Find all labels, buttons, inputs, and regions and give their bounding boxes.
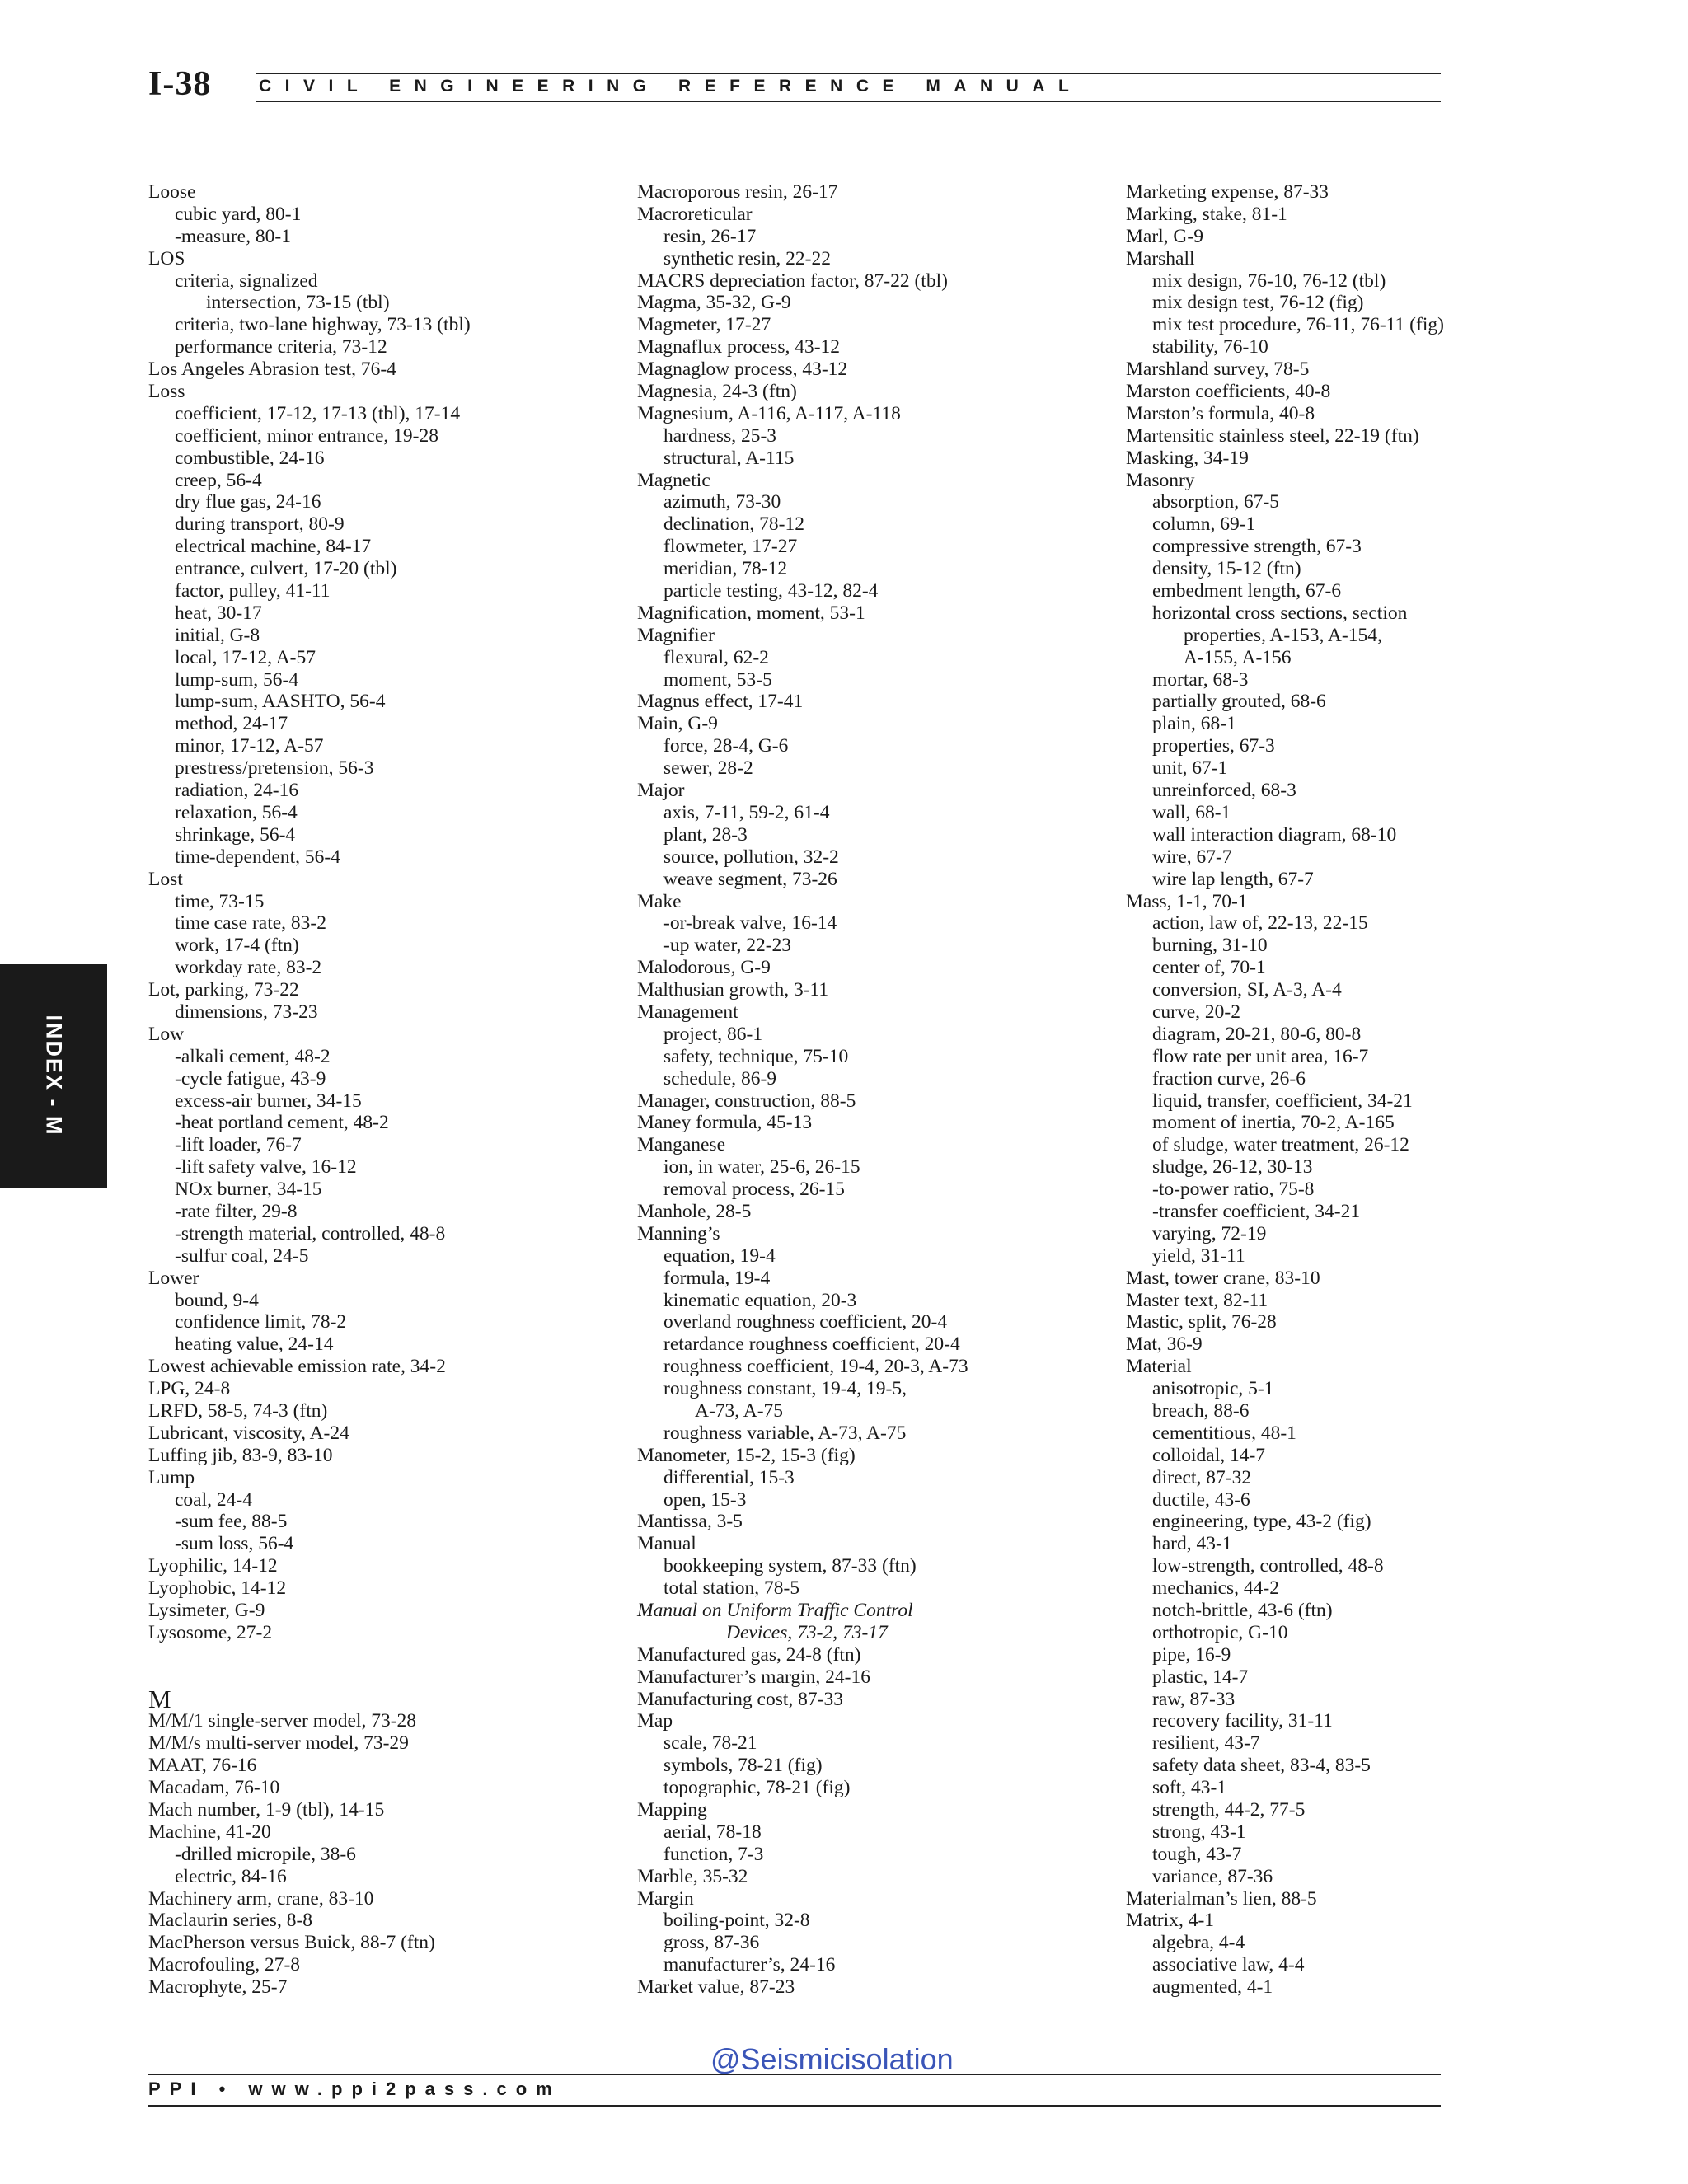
index-subentry: force, 28-4, G-6 — [663, 735, 789, 757]
index-subentry: soft, 43-1 — [1152, 1777, 1227, 1799]
index-entry: LPG, 24-8 — [148, 1378, 231, 1400]
index-subentry: -transfer coefficient, 34-21 — [1152, 1200, 1361, 1222]
footer-rule-top — [148, 2074, 1441, 2075]
index-subentry: embedment length, 67-6 — [1152, 580, 1342, 602]
index-subentry: -sulfur coal, 24-5 — [175, 1244, 309, 1267]
index-entry: Market value, 87-23 — [637, 1976, 795, 1999]
index-entry: Machinery arm, crane, 83-10 — [148, 1887, 374, 1910]
index-subentry: horizontal cross sections, section — [1152, 602, 1408, 624]
index-side-tab — [0, 964, 107, 1188]
index-subentry: excess-air burner, 34-15 — [175, 1090, 362, 1112]
index-subentry: wall, 68-1 — [1152, 801, 1231, 823]
index-entry: Manual on Uniform Traffic Control — [637, 1600, 913, 1621]
index-entry: Maney formula, 45-13 — [637, 1112, 813, 1134]
index-column-1 — [148, 181, 626, 1999]
index-entry: Luffing jib, 83-9, 83-10 — [148, 1444, 333, 1466]
index-subentry: kinematic equation, 20-3 — [663, 1289, 857, 1311]
index-entry: Mastic, split, 76-28 — [1126, 1311, 1277, 1333]
index-subentry: coal, 24-4 — [175, 1488, 252, 1511]
index-entry: Make — [637, 890, 682, 912]
watermark: @Seismicisolation — [710, 2042, 954, 2076]
index-subentry: structural, A-115 — [663, 447, 795, 469]
index-subentry: breach, 88-6 — [1152, 1399, 1250, 1422]
section-letter: M — [148, 1684, 171, 1713]
index-subentry: unit, 67-1 — [1152, 757, 1228, 780]
index-subentry: schedule, 86-9 — [663, 1067, 777, 1090]
index-entry: Main, G-9 — [637, 713, 718, 735]
index-subentry: intersection, 73-15 (tbl) — [206, 292, 390, 314]
index-subentry: creep, 56-4 — [175, 469, 262, 491]
index-subentry: associative law, 4-4 — [1152, 1954, 1305, 1976]
index-subentry: performance criteria, 73-12 — [175, 336, 387, 359]
index-subentry: mix test procedure, 76-11, 76-11 (fig) — [1152, 314, 1444, 336]
index-entry: Mapping — [637, 1799, 707, 1821]
index-subentry: function, 7-3 — [663, 1843, 764, 1865]
index-subentry: diagram, 20-21, 80-6, 80-8 — [1152, 1023, 1362, 1045]
index-entry: Mass, 1-1, 70-1 — [1126, 890, 1248, 912]
index-subentry: augmented, 4-1 — [1152, 1976, 1273, 1999]
index-subentry: flow rate per unit area, 16-7 — [1152, 1045, 1369, 1067]
index-entry: Masonry — [1126, 469, 1195, 491]
index-entry: MAAT, 76-16 — [148, 1755, 257, 1777]
index-subentry: declination, 78-12 — [663, 513, 804, 536]
index-subentry: coefficient, 17-12, 17-13 (tbl), 17-14 — [175, 402, 461, 424]
index-entry: MacPherson versus Buick, 88-7 (ftn) — [148, 1932, 435, 1954]
index-entry: Manning’s — [637, 1222, 720, 1244]
index-subentry: heating value, 24-14 — [175, 1333, 334, 1356]
header-rule-bottom — [256, 101, 1441, 102]
index-entry: Magnaflux process, 43-12 — [637, 336, 841, 359]
index-entry: Major — [637, 780, 685, 802]
index-entry — [148, 1666, 626, 1689]
index-subentry: factor, pulley, 41-11 — [175, 580, 331, 602]
index-entry: Loose — [148, 181, 196, 203]
index-subentry: -heat portland cement, 48-2 — [175, 1112, 389, 1134]
index-subentry: A-155, A-156 — [1184, 646, 1292, 668]
index-subentry: roughness constant, 19-4, 19-5, — [663, 1378, 907, 1400]
index-subentry: ductile, 43-6 — [1152, 1488, 1250, 1511]
index-entry: Magmeter, 17-27 — [637, 314, 771, 336]
index-subentry: retardance roughness coefficient, 20-4 — [663, 1333, 960, 1356]
index-subentry: curve, 20-2 — [1152, 1001, 1241, 1023]
index-entry: Magnus effect, 17-41 — [637, 691, 804, 713]
index-entry: Manufacturer’s margin, 24-16 — [637, 1666, 871, 1688]
index-subentry: minor, 17-12, A-57 — [175, 735, 324, 757]
side-tab-label: INDEX - M — [41, 1015, 67, 1137]
index-entry: Manganese — [637, 1134, 726, 1156]
index-entry: Marshall — [1126, 247, 1195, 269]
index-entry: Malodorous, G-9 — [637, 957, 771, 979]
index-entry: Lysimeter, G-9 — [148, 1600, 265, 1621]
index-entry: Macroporous resin, 26-17 — [637, 181, 838, 203]
index-subentry: wire lap length, 67-7 — [1152, 868, 1314, 890]
index-entry: Manhole, 28-5 — [637, 1200, 752, 1222]
index-entry: Malthusian growth, 3-11 — [637, 979, 829, 1001]
index-entry: Manufacturing cost, 87-33 — [637, 1688, 843, 1710]
index-subentry: resin, 26-17 — [663, 225, 757, 247]
index-subentry: formula, 19-4 — [663, 1267, 771, 1289]
index-subentry: local, 17-12, A-57 — [175, 646, 316, 668]
index-subentry: fraction curve, 26-6 — [1152, 1067, 1306, 1090]
index-subentry: radiation, 24-16 — [175, 780, 299, 802]
index-subentry: -cycle fatigue, 43-9 — [175, 1067, 326, 1090]
index-entry: Manager, construction, 88-5 — [637, 1090, 856, 1112]
index-entry: Los Angeles Abrasion test, 76-4 — [148, 359, 396, 381]
index-entry: Macrofouling, 27-8 — [148, 1954, 301, 1976]
index-subentry: lump-sum, 56-4 — [175, 668, 299, 691]
index-subentry: pipe, 16-9 — [1152, 1643, 1231, 1666]
index-subentry: cementitious, 48-1 — [1152, 1422, 1296, 1444]
index-subentry: burning, 31-10 — [1152, 935, 1268, 957]
index-subentry: method, 24-17 — [175, 713, 288, 735]
index-entry: Magnesia, 24-3 (ftn) — [637, 381, 797, 403]
index-subentry: recovery facility, 31-11 — [1152, 1710, 1333, 1732]
index-subentry: time case rate, 83-2 — [175, 912, 326, 935]
index-subentry: -measure, 80-1 — [175, 225, 291, 247]
index-entry: Lysosome, 27-2 — [148, 1621, 273, 1643]
index-subentry: partially grouted, 68-6 — [1152, 691, 1326, 713]
index-subentry: meridian, 78-12 — [663, 558, 788, 580]
index-entry: Marketing expense, 87-33 — [1126, 181, 1329, 203]
index-entry: Magnifier — [637, 624, 715, 646]
index-subentry: sewer, 28-2 — [663, 757, 753, 780]
index-subentry: mix design test, 76-12 (fig) — [1152, 292, 1364, 314]
index-entry: Macroreticular — [637, 203, 753, 225]
index-subentry: prestress/pretension, 56-3 — [175, 757, 374, 780]
index-subentry: relaxation, 56-4 — [175, 801, 298, 823]
index-subentry: hardness, 25-3 — [663, 424, 777, 447]
index-subentry: flexural, 62-2 — [663, 646, 769, 668]
index-subentry: anisotropic, 5-1 — [1152, 1378, 1274, 1400]
index-entry: LRFD, 58-5, 74-3 (ftn) — [148, 1399, 328, 1422]
index-subentry: lump-sum, AASHTO, 56-4 — [175, 691, 386, 713]
index-subentry: ion, in water, 25-6, 26-15 — [663, 1156, 860, 1179]
index-subentry: column, 69-1 — [1152, 513, 1256, 536]
index-subentry: dry flue gas, 24-16 — [175, 491, 321, 513]
index-subentry: wall interaction diagram, 68-10 — [1152, 823, 1397, 846]
index-subentry: sludge, 26-12, 30-13 — [1152, 1156, 1313, 1179]
index-subentry: yield, 31-11 — [1152, 1244, 1245, 1267]
index-entry: Macrophyte, 25-7 — [148, 1976, 288, 1999]
index-entry: Marl, G-9 — [1126, 225, 1203, 247]
index-column-3 — [1126, 181, 1604, 1999]
index-subentry: conversion, SI, A-3, A-4 — [1152, 979, 1342, 1001]
index-subentry: criteria, signalized — [175, 269, 318, 292]
index-entry: Macadam, 76-10 — [148, 1777, 280, 1799]
index-subentry: roughness variable, A-73, A-75 — [663, 1422, 907, 1444]
index-subentry: variance, 87-36 — [1152, 1865, 1273, 1887]
index-subentry: electrical machine, 84-17 — [175, 536, 372, 558]
index-entry: Magma, 35-32, G-9 — [637, 292, 791, 314]
index-entry: Martensitic stainless steel, 22-19 (ftn) — [1126, 424, 1419, 447]
index-subentry: boiling-point, 32-8 — [663, 1910, 810, 1932]
index-subentry: plain, 68-1 — [1152, 713, 1236, 735]
index-entry: Matrix, 4-1 — [1126, 1910, 1215, 1932]
index-entry: Lost — [148, 868, 183, 890]
index-subentry: initial, G-8 — [175, 624, 260, 646]
index-entry: Manufactured gas, 24-8 (ftn) — [637, 1643, 861, 1666]
index-entry: Marble, 35-32 — [637, 1865, 748, 1887]
index-subentry: source, pollution, 32-2 — [663, 846, 839, 868]
index-entry: Lyophilic, 14-12 — [148, 1555, 278, 1577]
index-entry: Magnetic — [637, 469, 710, 491]
index-entry: Master text, 82-11 — [1126, 1289, 1268, 1311]
running-title: CIVIL ENGINEERING REFERENCE MANUAL — [259, 77, 1083, 96]
index-subentry: action, law of, 22-13, 22-15 — [1152, 912, 1368, 935]
index-subentry: differential, 15-3 — [663, 1466, 795, 1488]
index-subentry: scale, 78-21 — [663, 1732, 757, 1755]
index-subentry: removal process, 26-15 — [663, 1179, 845, 1201]
index-subentry: properties, 67-3 — [1152, 735, 1275, 757]
index-subentry: particle testing, 43-12, 82-4 — [663, 580, 879, 602]
index-subentry: axis, 7-11, 59-2, 61-4 — [663, 801, 830, 823]
index-subentry: colloidal, 14-7 — [1152, 1444, 1266, 1466]
index-subentry: shrinkage, 56-4 — [175, 823, 296, 846]
index-subentry: strength, 44-2, 77-5 — [1152, 1799, 1306, 1821]
index-subentry: entrance, culvert, 17-20 (tbl) — [175, 558, 397, 580]
index-subentry: open, 15-3 — [663, 1488, 747, 1511]
index-subentry: density, 15-12 (ftn) — [1152, 558, 1301, 580]
footer-text: PPI • www.ppi2pass.com — [148, 2079, 561, 2099]
index-entry: Magnaglow process, 43-12 — [637, 359, 848, 381]
index-subentry: engineering, type, 43-2 (fig) — [1152, 1511, 1372, 1533]
index-subentry: hard, 43-1 — [1152, 1533, 1232, 1555]
index-subentry: combustible, 24-16 — [175, 447, 325, 469]
index-subentry: low-strength, controlled, 48-8 — [1152, 1555, 1384, 1577]
index-entry: Machine, 41-20 — [148, 1821, 271, 1843]
index-subentry: -lift loader, 76-7 — [175, 1134, 302, 1156]
index-entry: Management — [637, 1001, 738, 1023]
index-subentry: properties, A-153, A-154, — [1184, 624, 1382, 646]
index-subentry: -sum fee, 88-5 — [175, 1511, 288, 1533]
index-entry: Material — [1126, 1356, 1192, 1378]
footer-rule — [148, 2105, 1441, 2107]
index-subentry: flowmeter, 17-27 — [663, 536, 798, 558]
index-subentry: moment, 53-5 — [663, 668, 772, 691]
index-subentry: -lift safety valve, 16-12 — [175, 1156, 357, 1179]
index-subentry: total station, 78-5 — [663, 1577, 800, 1600]
index-subentry: algebra, 4-4 — [1152, 1932, 1245, 1954]
index-subentry: symbols, 78-21 (fig) — [663, 1755, 823, 1777]
index-subentry: raw, 87-33 — [1152, 1688, 1236, 1710]
index-subentry: bookkeeping system, 87-33 (ftn) — [663, 1555, 917, 1577]
index-subentry: azimuth, 73-30 — [663, 491, 781, 513]
index-entry: Margin — [637, 1887, 694, 1910]
index-subentry: strong, 43-1 — [1152, 1821, 1246, 1843]
index-subentry: varying, 72-19 — [1152, 1222, 1267, 1244]
index-subentry: workday rate, 83-2 — [175, 957, 322, 979]
index-entry: M/M/1 single-server model, 73-28 — [148, 1710, 417, 1732]
index-entry: Loss — [148, 381, 185, 403]
index-column-2 — [637, 181, 1115, 1999]
index-subentry: orthotropic, G-10 — [1152, 1621, 1288, 1643]
index-subentry: Devices, 73-2, 73-17 — [726, 1621, 888, 1643]
index-entry — [148, 1644, 626, 1666]
index-subentry: plastic, 14-7 — [1152, 1666, 1249, 1688]
index-subentry: safety, technique, 75-10 — [663, 1045, 849, 1067]
index-subentry: -drilled micropile, 38-6 — [175, 1843, 356, 1865]
index-subentry: direct, 87-32 — [1152, 1466, 1252, 1488]
index-subentry: stability, 76-10 — [1152, 336, 1268, 359]
index-subentry: project, 86-1 — [663, 1023, 763, 1045]
index-subentry: electric, 84-16 — [175, 1865, 287, 1887]
index-subentry: time-dependent, 56-4 — [175, 846, 340, 868]
index-entry: Lyophobic, 14-12 — [148, 1577, 287, 1600]
index-entry: Lowest achievable emission rate, 34-2 — [148, 1356, 446, 1378]
index-subentry: moment of inertia, 70-2, A-165 — [1152, 1112, 1395, 1134]
index-subentry: manufacturer’s, 24-16 — [663, 1954, 836, 1976]
index-subentry: -to-power ratio, 75-8 — [1152, 1179, 1315, 1201]
index-entry: Lot, parking, 73-22 — [148, 979, 299, 1001]
index-entry: Mat, 36-9 — [1126, 1333, 1203, 1356]
index-subentry: dimensions, 73-23 — [175, 1001, 318, 1023]
index-entry: MACRS depreciation factor, 87-22 (tbl) — [637, 269, 948, 292]
index-entry: Magnesium, A-116, A-117, A-118 — [637, 402, 901, 424]
index-entry: Lower — [148, 1267, 199, 1289]
index-subentry: synthetic resin, 22-22 — [663, 247, 831, 269]
index-subentry: resilient, 43-7 — [1152, 1732, 1260, 1755]
index-subentry: topographic, 78-21 (fig) — [663, 1777, 851, 1799]
index-subentry: confidence limit, 78-2 — [175, 1311, 347, 1333]
index-entry: Marshland survey, 78-5 — [1126, 359, 1310, 381]
index-entry: Maclaurin series, 8-8 — [148, 1910, 313, 1932]
index-entry: Marston coefficients, 40-8 — [1126, 381, 1331, 403]
page-header — [148, 64, 1441, 104]
index-entry: Lump — [148, 1466, 195, 1488]
index-subentry: liquid, transfer, coefficient, 34-21 — [1152, 1090, 1413, 1112]
index-subentry: tough, 43-7 — [1152, 1843, 1242, 1865]
index-subentry: safety data sheet, 83-4, 83-5 — [1152, 1755, 1371, 1777]
index-subentry: roughness coefficient, 19-4, 20-3, A-73 — [663, 1356, 968, 1378]
index-subentry: unreinforced, 68-3 — [1152, 780, 1296, 802]
index-subentry: weave segment, 73-26 — [663, 868, 837, 890]
index-entry: LOS — [148, 247, 185, 269]
index-subentry: heat, 30-17 — [175, 602, 262, 624]
index-entry: Manometer, 15-2, 15-3 (fig) — [637, 1444, 856, 1466]
index-subentry: mortar, 68-3 — [1152, 668, 1249, 691]
index-subentry: bound, 9-4 — [175, 1289, 259, 1311]
index-subentry: -sum loss, 56-4 — [175, 1533, 294, 1555]
index-subentry: -strength material, controlled, 48-8 — [175, 1222, 446, 1244]
index-subentry: mix design, 76-10, 76-12 (tbl) — [1152, 269, 1386, 292]
index-entry: Mach number, 1-9 (tbl), 14-15 — [148, 1799, 385, 1821]
index-entry: Masking, 34-19 — [1126, 447, 1249, 469]
index-subentry: coefficient, minor entrance, 19-28 — [175, 424, 438, 447]
index-entry: Materialman’s lien, 88-5 — [1126, 1887, 1317, 1910]
index-subentry: NOx burner, 34-15 — [175, 1179, 322, 1201]
index-subentry: overland roughness coefficient, 20-4 — [663, 1311, 948, 1333]
index-subentry: center of, 70-1 — [1152, 957, 1266, 979]
index-subentry: cubic yard, 80-1 — [175, 203, 302, 225]
index-entry: Mast, tower crane, 83-10 — [1126, 1267, 1320, 1289]
index-subentry: of sludge, water treatment, 26-12 — [1152, 1134, 1409, 1156]
index-entry: Lubricant, viscosity, A-24 — [148, 1422, 349, 1444]
index-entry: Marston’s formula, 40-8 — [1126, 402, 1315, 424]
index-entry: Marking, stake, 81-1 — [1126, 203, 1287, 225]
index-subentry: gross, 87-36 — [663, 1932, 760, 1954]
index-subentry: -rate filter, 29-8 — [175, 1200, 298, 1222]
index-subentry: plant, 28-3 — [663, 823, 748, 846]
index-entry: Magnification, moment, 53-1 — [637, 602, 865, 624]
index-subentry: absorption, 67-5 — [1152, 491, 1280, 513]
index-subentry: wire, 67-7 — [1152, 846, 1232, 868]
index-subentry: work, 17-4 (ftn) — [175, 935, 299, 957]
index-subentry: compressive strength, 67-3 — [1152, 536, 1362, 558]
index-subentry: A-73, A-75 — [695, 1399, 784, 1422]
index-subentry: -or-break valve, 16-14 — [663, 912, 837, 935]
index-subentry: during transport, 80-9 — [175, 513, 345, 536]
page-footer — [148, 2077, 1441, 2110]
index-subentry: criteria, two-lane highway, 73-13 (tbl) — [175, 314, 471, 336]
index-subentry: time, 73-15 — [175, 890, 265, 912]
index-entry: Manual — [637, 1533, 696, 1555]
index-subentry: -up water, 22-23 — [663, 935, 792, 957]
index-subentry: -alkali cement, 48-2 — [175, 1045, 331, 1067]
index-entry: Mantissa, 3-5 — [637, 1511, 743, 1533]
page-number: I-38 — [148, 65, 212, 103]
index-subentry: aerial, 78-18 — [663, 1821, 762, 1843]
index-entry: Low — [148, 1023, 185, 1045]
index-subentry: notch-brittle, 43-6 (ftn) — [1152, 1600, 1333, 1621]
index-subentry: mechanics, 44-2 — [1152, 1577, 1280, 1600]
index-entry: M/M/s multi-server model, 73-29 — [148, 1732, 409, 1755]
index-subentry: equation, 19-4 — [663, 1244, 776, 1267]
index-entry: Map — [637, 1710, 673, 1732]
